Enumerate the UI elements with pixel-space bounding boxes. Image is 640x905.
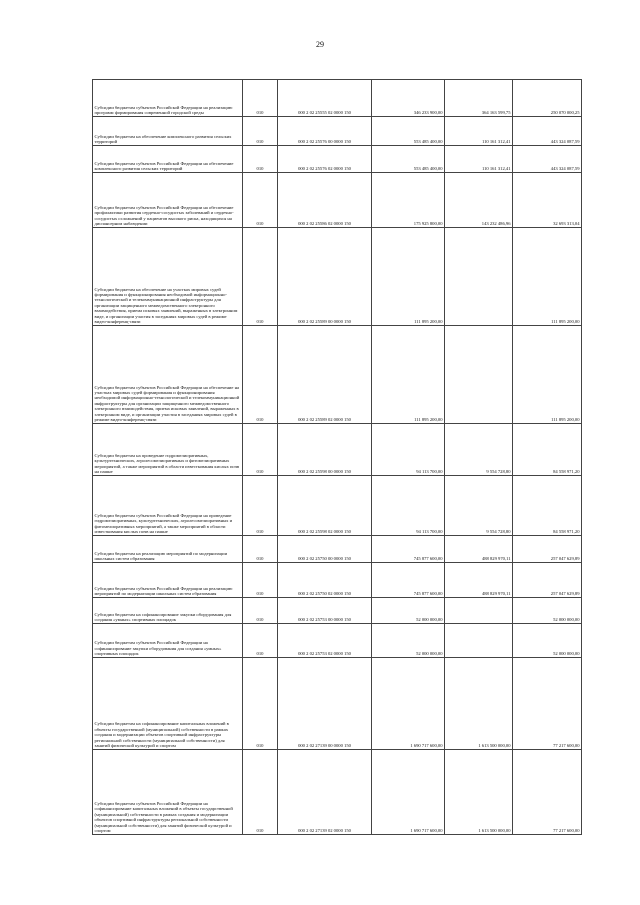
row-code-cell: 010	[243, 658, 278, 750]
row-approved-cell: 94 113 700,00	[372, 424, 445, 476]
row-remainder-cell: 77 217 600,00	[513, 750, 582, 835]
row-name-cell: Субсидии бюджетам на софинансирование капитальных вложений в объекты государственной (муниципальной) собственности в рамках создания и модернизации объектов спортивной инфраструктуры региональной собственности (муниципальной собственности) для занятий физической культурой и спортом	[93, 658, 243, 750]
table-row	[93, 80, 582, 117]
row-kbk-cell: 000 2 02 25576 00 0000 150	[278, 117, 372, 146]
row-remainder-cell: 257 047 629,89	[513, 563, 582, 598]
row-name-cell: Субсидии бюджетам субъектов Российской Федерации на обеспечение комплексного развития сельских территорий	[93, 146, 243, 173]
row-code-cell: 010	[243, 563, 278, 598]
row-approved-cell: 1 690 717 600,00	[372, 658, 445, 750]
row-code-cell: 010	[243, 624, 278, 658]
row-code-cell: 010	[243, 146, 278, 173]
row-code-cell: 010	[243, 117, 278, 146]
row-code-cell: 010	[243, 536, 278, 563]
row-code-cell: 010	[243, 598, 278, 624]
row-name-cell: Субсидии бюджетам субъектов Российской Федерации на реализацию программ формирования современной городской среды	[93, 80, 243, 117]
row-executed-cell: 1 613 500 000,00	[445, 750, 513, 835]
row-code-cell: 010	[243, 326, 278, 424]
row-code-cell: 010	[243, 476, 278, 536]
table-row	[93, 424, 582, 476]
row-executed-cell: 110 161 312,41	[445, 117, 513, 146]
row-name-cell: Субсидии бюджетам субъектов Российской Федерации на проведение гидромелиоративных, культуртехнических, агролесомелиоративных и фитомелиоративных мероприятий, а также мероприятий в области известкования кислых почв на пашне	[93, 476, 243, 536]
table-row	[93, 173, 582, 228]
row-remainder-cell: 250 070 000,25	[513, 80, 582, 117]
row-name-cell: Субсидии бюджетам субъектов Российской Федерации на софинансирование капитальных вложений в объекты государственной (муниципальной) собственности в рамках создания и модернизации объектов спортивной инфраструктуры региональной собственности (муниципальной собственности) для занятий физической культурой и спортом	[93, 750, 243, 835]
row-kbk-cell: 000 2 02 25555 02 0000 150	[278, 80, 372, 117]
table-row	[93, 117, 582, 146]
row-kbk-cell: 000 2 02 27139 02 0000 150	[278, 750, 372, 835]
row-executed-cell: 143 232 486,96	[445, 173, 513, 228]
row-executed-cell	[445, 326, 513, 424]
table-row	[93, 750, 582, 835]
row-code-cell: 010	[243, 424, 278, 476]
row-executed-cell	[445, 598, 513, 624]
row-approved-cell: 111 895 200,00	[372, 326, 445, 424]
row-remainder-cell: 443 324 087,59	[513, 117, 582, 146]
row-remainder-cell: 84 558 971,20	[513, 424, 582, 476]
table-row	[93, 326, 582, 424]
row-kbk-cell: 000 2 02 27139 00 0000 150	[278, 658, 372, 750]
row-name-cell: Субсидии бюджетам на софинансирование закупки оборудования для создания «умных» спортивных площадок	[93, 598, 243, 624]
row-code-cell: 010	[243, 228, 278, 326]
row-code-cell: 010	[243, 750, 278, 835]
row-kbk-cell: 000 2 02 25753 00 0000 150	[278, 598, 372, 624]
row-approved-cell: 346 233 900,00	[372, 80, 445, 117]
row-remainder-cell: 32 693 313,04	[513, 173, 582, 228]
table-row	[93, 563, 582, 598]
table-row	[93, 476, 582, 536]
row-remainder-cell: 84 558 971,20	[513, 476, 582, 536]
row-name-cell: Субсидии бюджетам субъектов Российской Федерации на реализацию мероприятий по модернизации школьных систем образования	[93, 563, 243, 598]
row-kbk-cell: 000 2 02 25589 00 0000 150	[278, 228, 372, 326]
row-name-cell: Субсидии бюджетам субъектов Российской Федерации на обеспечение на участках мировых судей формирования и функционирования необходимой информационно-технологической и телекоммуникационной инфраструктуры для организации защищенного межведомственного электронного взаимодействия, приема исковых заявлений, выраженных в электронном виде, и организации участия в заседаниях мировых судей в режиме видео-конференц-связи	[93, 326, 243, 424]
row-kbk-cell: 000 2 02 25750 00 0000 150	[278, 536, 372, 563]
row-approved-cell: 52 000 000,00	[372, 624, 445, 658]
row-approved-cell: 553 485 400,00	[372, 146, 445, 173]
row-approved-cell: 94 113 700,00	[372, 476, 445, 536]
row-executed-cell	[445, 228, 513, 326]
row-remainder-cell: 111 895 200,00	[513, 228, 582, 326]
row-name-cell: Субсидии бюджетам на проведение гидромелиоративных, культуртехнических, агролесомелиоративных и фитомелиоративных мероприятий, а также мероприятий в области известкования кислых почв на пашне	[93, 424, 243, 476]
row-name-cell: Субсидии бюджетам субъектов Российской Федерации на обеспечение профилактики развития сердечно-сосудистых заболеваний и сердечно-сосудистых осложнений у пациентов высокого риска, находящихся на диспансерном наблюдении	[93, 173, 243, 228]
row-approved-cell: 553 485 400,00	[372, 117, 445, 146]
table-row	[93, 228, 582, 326]
row-executed-cell: 488 829 970,11	[445, 536, 513, 563]
row-executed-cell: 364 163 599,75	[445, 80, 513, 117]
row-name-cell: Субсидии бюджетам субъектов Российской Федерации на софинансирование закупки оборудования для создания «умных» спортивных площадок	[93, 624, 243, 658]
row-executed-cell: 488 829 970,11	[445, 563, 513, 598]
row-kbk-cell: 000 2 02 25598 02 0000 150	[278, 476, 372, 536]
row-kbk-cell: 000 2 02 25586 02 0000 150	[278, 173, 372, 228]
row-executed-cell: 9 554 728,80	[445, 424, 513, 476]
row-approved-cell: 52 000 000,00	[372, 598, 445, 624]
row-approved-cell: 745 877 600,00	[372, 563, 445, 598]
row-remainder-cell: 111 895 200,00	[513, 326, 582, 424]
row-approved-cell: 745 877 600,00	[372, 536, 445, 563]
row-executed-cell	[445, 624, 513, 658]
table-row	[93, 598, 582, 624]
row-executed-cell: 9 554 728,80	[445, 476, 513, 536]
page-number: 29	[316, 40, 324, 49]
row-name-cell: Субсидии бюджетам на обеспечение на участках мировых судей формирования и функционирования необходимой информационно-технологической и телекоммуникационной инфраструктуры для организации защищенного межведомственного электронного взаимодействия, приема исковых заявлений, выраженных в электронном виде, и организации участия в заседаниях мировых судей в режиме видео-конференц-связи	[93, 228, 243, 326]
row-name-cell: Субсидии бюджетам на реализацию мероприятий по модернизации школьных систем образования	[93, 536, 243, 563]
row-kbk-cell: 000 2 02 25753 02 0000 150	[278, 624, 372, 658]
row-remainder-cell: 77 217 600,00	[513, 658, 582, 750]
row-executed-cell: 1 613 500 000,00	[445, 658, 513, 750]
row-remainder-cell: 443 324 087,59	[513, 146, 582, 173]
row-kbk-cell: 000 2 02 25598 00 0000 150	[278, 424, 372, 476]
row-code-cell: 010	[243, 173, 278, 228]
row-name-cell: Субсидии бюджетам на обеспечение комплексного развития сельских территорий	[93, 117, 243, 146]
row-approved-cell: 111 895 200,00	[372, 228, 445, 326]
table-row	[93, 624, 582, 658]
table-row	[93, 536, 582, 563]
row-approved-cell: 175 925 800,00	[372, 173, 445, 228]
row-code-cell: 010	[243, 80, 278, 117]
row-remainder-cell: 257 047 629,89	[513, 536, 582, 563]
row-kbk-cell: 000 2 02 25576 02 0000 150	[278, 146, 372, 173]
row-kbk-cell: 000 2 02 25589 02 0000 150	[278, 326, 372, 424]
row-remainder-cell: 52 000 000,00	[513, 598, 582, 624]
table-row	[93, 658, 582, 750]
budget-table	[92, 79, 582, 835]
row-executed-cell: 110 161 312,41	[445, 146, 513, 173]
row-approved-cell: 1 690 717 600,00	[372, 750, 445, 835]
table-row	[93, 146, 582, 173]
row-remainder-cell: 52 000 000,00	[513, 624, 582, 658]
row-kbk-cell: 000 2 02 25750 02 0000 150	[278, 563, 372, 598]
